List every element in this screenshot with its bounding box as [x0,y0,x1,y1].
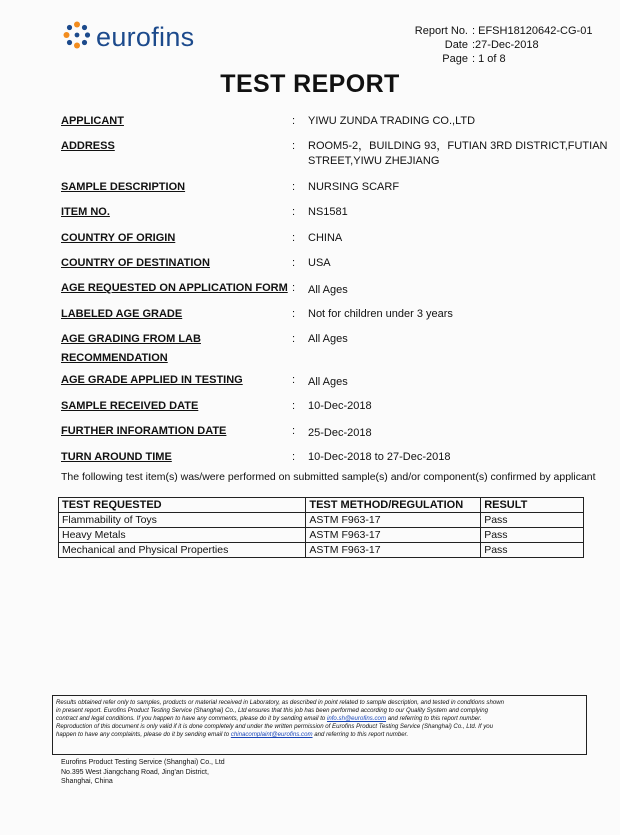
complaint-email-link[interactable]: chinacomplaint@eurofins.com [230,731,313,739]
disclaimer-line-3a: contract and legal conditions. If you happen to have any comments, please do it by sending email to [56,715,327,723]
column-header: TEST METHOD/REGULATION [306,498,481,513]
disclaimer-box [52,695,587,755]
field-colon: : [292,257,296,269]
page-value: : 1 of 8 [472,53,506,65]
table-cell: ASTM F963-17 [306,513,481,528]
field-value: CHINA [308,232,343,244]
report-meta [408,24,592,66]
table-cell: Heavy Metals [59,528,306,543]
field-colon: : [292,282,296,294]
footer-line-2: No.395 West Jiangchang Road, Jing'an District, [61,768,209,776]
table-cell: Pass [481,543,584,558]
date-row [408,38,592,52]
disclaimer-line-4: Reproduction of this document is only valid if it is done completely and under the written permission of Eurofins Product Testing Service (Shanghai) Co., Ltd. If you [56,723,494,731]
report-no-label: Report No. [414,25,468,37]
field-label: TURN AROUND TIME [61,451,172,463]
table-cell: Pass [481,528,584,543]
field-label: ADDRESS [61,140,115,152]
address-line-2: STREET,YIWU ZHEJIANG [308,155,440,167]
eurofins-logo [62,20,194,55]
table-cell: Mechanical and Physical Properties [59,543,306,558]
field-label: FURTHER INFORAMTION DATE [61,425,227,437]
field-label: AGE REQUESTED ON APPLICATION FORM [61,282,288,294]
field-label: LABELED AGE GRADE [61,308,183,320]
field-colon: : [292,206,296,218]
info-email-link[interactable]: info.sh@eurofins.com [327,715,387,723]
table-cell: ASTM F963-17 [306,528,481,543]
address-line-1: ROOM5-2，BUILDING 93，FUTIAN 3RD DISTRICT,FUTIAN [308,140,608,152]
field-colon: : [292,451,296,463]
column-header: TEST REQUESTED [59,498,306,513]
field-label: ITEM NO. [61,206,110,218]
field-value: NS1581 [308,206,348,218]
field-colon: : [292,115,296,127]
field-colon: : [292,425,296,437]
field-label: COUNTRY OF DESTINATION [61,257,210,269]
table-cell: Pass [481,513,584,528]
disclaimer-line-5a: happen to have any complaints, please do it by sending email to [56,731,231,739]
field-colon: : [292,333,296,345]
eurofins-dots-logo-icon [62,20,92,55]
field-colon: : [292,374,296,386]
table-header-row [59,498,584,513]
field-value: 25-Dec-2018 [308,427,372,439]
column-header: RESULT [481,498,584,513]
field-label: AGE GRADE APPLIED IN TESTING [61,374,243,386]
date-value: :27-Dec-2018 [472,39,539,51]
field-colon: : [292,400,296,412]
table-cell: ASTM F963-17 [306,543,481,558]
field-label: SAMPLE RECEIVED DATE [61,400,199,412]
field-value: 10-Dec-2018 [308,400,372,412]
field-value: All Ages [308,284,348,296]
page-row [408,52,592,66]
field-value [308,139,620,169]
table-row [59,513,584,528]
disclaimer-line-5b: and referring to this report number. [312,731,409,739]
field-label: SAMPLE DESCRIPTION [61,181,186,193]
disclaimer-line-3b: and referring to this report number. [386,715,482,723]
footer-line-3: Shanghai, China [61,778,113,786]
field-label: APPLICANT [61,115,124,127]
field-value: YIWU ZUNDA TRADING CO.,LTD [308,115,476,127]
tests-statement: The following test item(s) was/were performed on submitted sample(s) and/or component(s) confirmed by applicant [61,471,596,483]
age-grading-label-line-2: RECOMMENDATION [61,352,168,364]
footer-line-1: Eurofins Product Testing Service (Shanghai) Co., Ltd [61,759,225,766]
report-no-row [408,24,592,38]
table-row [59,528,584,543]
footer-address [61,758,225,787]
table-cell: Flammability of Toys [59,513,306,528]
tests-table [58,497,584,558]
page-title: TEST REPORT [220,70,400,98]
field-value: USA [308,257,331,269]
report-no-value: : EFSH18120642-CG-01 [472,25,593,37]
field-value: 10-Dec-2018 to 27-Dec-2018 [308,451,451,463]
disclaimer-line-1: Results obtained refer only to samples, products or material received in Laboratory, as described in point related to sample description, and tested in conditions shown [56,699,505,706]
field-colon: : [292,181,296,193]
date-label: Date [444,39,468,51]
field-colon: : [292,308,296,320]
field-colon: : [292,140,296,152]
field-value: NURSING SCARF [308,181,400,193]
table-row [59,543,584,558]
field-value: All Ages [308,376,348,388]
field-label: COUNTRY OF ORIGIN [61,232,176,244]
field-colon: : [292,232,296,244]
field-label [61,330,291,368]
field-value: Not for children under 3 years [308,308,453,320]
brand-name: eurofins [96,22,195,52]
disclaimer-line-2: in present report. Eurofins Product Testing Service (Shanghai) Co., Ltd ensures that this job has been performed according to our Quality System and complying [56,707,488,715]
page-label: Page [442,53,468,65]
age-grading-label-line-1: AGE GRADING FROM LAB [61,333,201,345]
field-value: All Ages [308,333,348,345]
